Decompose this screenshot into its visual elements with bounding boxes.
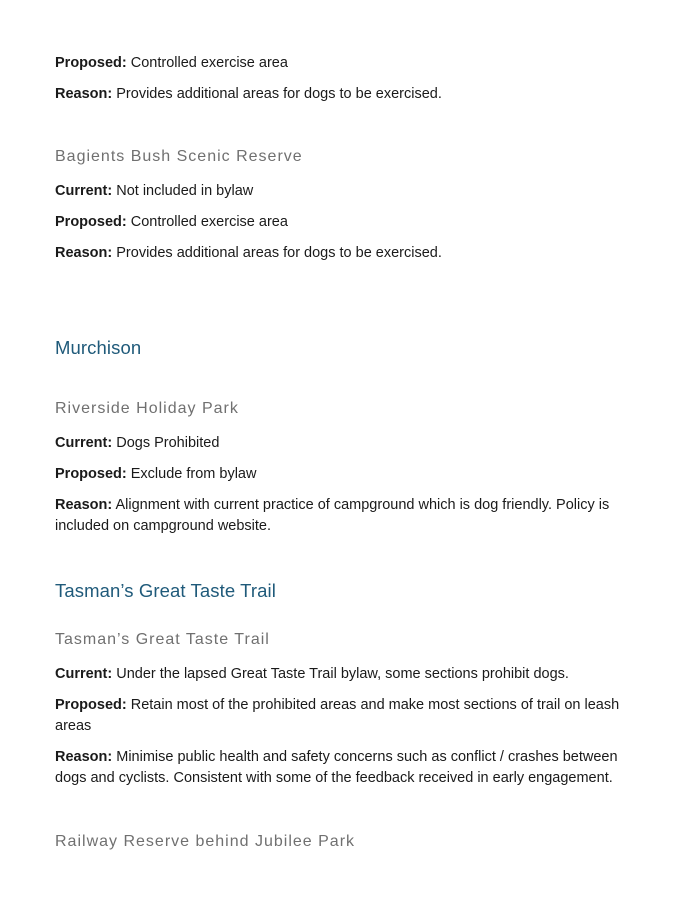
proposed-label: Proposed:: [55, 466, 127, 482]
current-value: Not included in bylaw: [116, 183, 254, 199]
reason-label: Reason:: [55, 86, 113, 102]
reason-line: [55, 747, 630, 789]
proposed-value: Controlled exercise area: [130, 55, 288, 71]
area-heading-murchison: Murchison: [55, 337, 142, 358]
reason-label: Reason:: [55, 497, 113, 513]
reason-value: Provides additional areas for dogs to be exercised.: [116, 86, 442, 102]
current-label: Current:: [55, 435, 113, 451]
proposed-value: Retain most of the prohibited areas and make most sections of trail on leash areas: [55, 697, 620, 734]
current-label: Current:: [55, 666, 113, 682]
reason-value: Minimise public health and safety concerns such as conflict / crashes between dogs and cyclists. Consistent with some of the feedback received in early engagement.: [55, 749, 618, 786]
current-line: [55, 181, 630, 202]
reason-value: Alignment with current practice of campground which is dog friendly. Policy is included on campground website.: [55, 497, 610, 534]
proposed-value: Exclude from bylaw: [130, 466, 257, 482]
reason-line: [55, 84, 630, 105]
section-heading-bagients: Bagients Bush Scenic Reserve: [55, 148, 303, 165]
current-value: Under the lapsed Great Taste Trail bylaw, some sections prohibit dogs.: [116, 666, 569, 682]
proposed-label: Proposed:: [55, 55, 127, 71]
proposed-value: Controlled exercise area: [130, 214, 288, 230]
current-value: Dogs Prohibited: [116, 435, 220, 451]
proposed-line: [55, 464, 630, 485]
proposed-line: [55, 53, 630, 74]
proposed-line: [55, 212, 630, 233]
current-line: [55, 433, 630, 454]
proposed-line: [55, 695, 630, 737]
area-heading-great-taste-trail: Tasman’s Great Taste Trail: [55, 580, 276, 601]
reason-label: Reason:: [55, 749, 113, 765]
reason-line: [55, 243, 630, 264]
current-line: [55, 664, 630, 685]
proposed-label: Proposed:: [55, 214, 127, 230]
current-label: Current:: [55, 183, 113, 199]
proposed-label: Proposed:: [55, 697, 127, 713]
reason-line: [55, 495, 630, 537]
reason-value: Provides additional areas for dogs to be exercised.: [116, 245, 442, 261]
section-heading-railway-reserve: Railway Reserve behind Jubilee Park: [55, 833, 356, 850]
section-heading-great-taste-trail: Tasman’s Great Taste Trail: [55, 631, 270, 648]
reason-label: Reason:: [55, 245, 113, 261]
section-heading-riverside: Riverside Holiday Park: [55, 400, 239, 417]
